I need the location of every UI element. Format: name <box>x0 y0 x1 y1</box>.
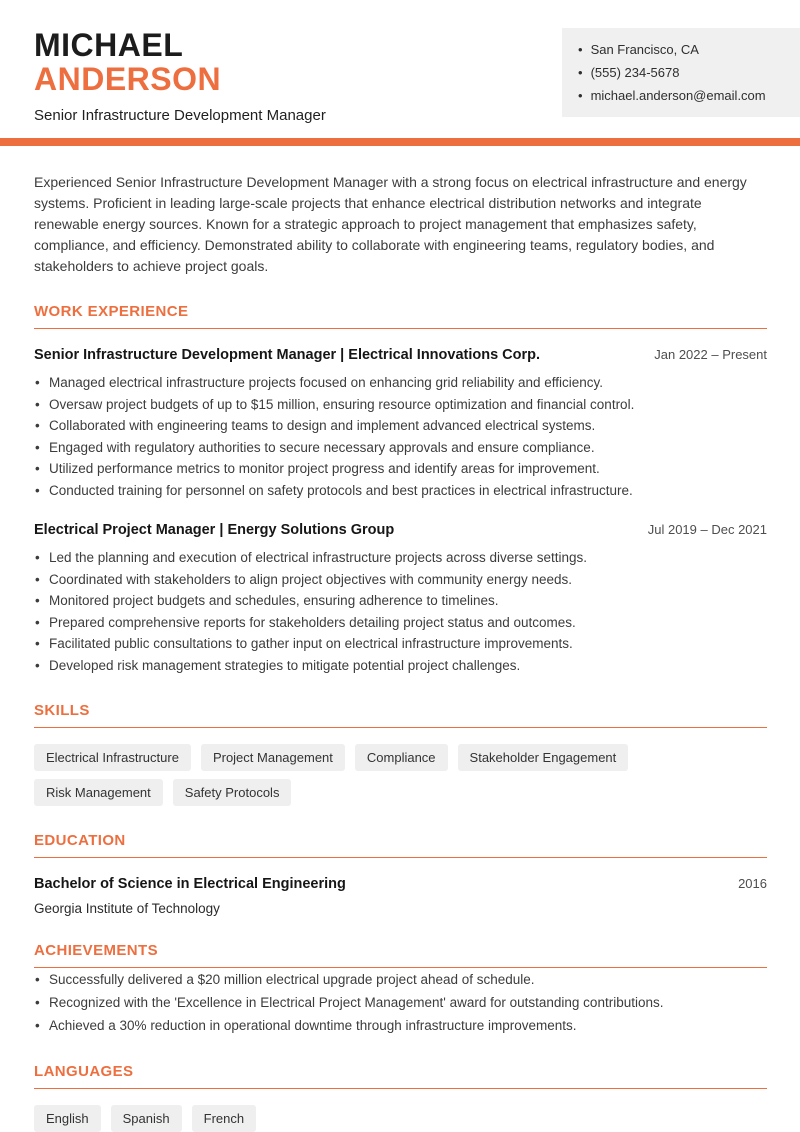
job-bullet-list <box>34 547 767 676</box>
job-bullet-list <box>34 372 767 501</box>
section-skills <box>34 702 767 806</box>
job-title: Senior Infrastructure Development Manager | Electrical Innovations Corp. <box>34 347 541 363</box>
contact-phone-text: (555) 234-5678 <box>590 65 680 80</box>
language-tag: English <box>34 1105 101 1132</box>
summary-text: Experienced Senior Infrastructure Development Manager with a strong focus on electrical infrastructure and energy systems. Proficient in leading large-scale projects that enhance electrical distribution networks and integrate renewable energy sources. Known for a strategic approach to project management that emphasizes safety, compliance, and efficiency. Demonstrated ability to collaborate with engineering teams, regulatory bodies, and stakeholders to achieve project goals. <box>34 174 747 274</box>
accent-divider <box>0 138 800 146</box>
skill-tag: Safety Protocols <box>173 779 292 806</box>
job-bullet: • Engaged with regulatory authorities to secure necessary approvals and ensure compliance. <box>34 437 767 459</box>
job-bullet: • Managed electrical infrastructure projects focused on enhancing grid reliability and efficiency. <box>34 372 767 394</box>
job-dates: Jul 2019 – Dec 2021 <box>647 522 767 537</box>
job-bullet: • Utilized performance metrics to monitor project progress and identify areas for improvement. <box>34 458 767 480</box>
candidate-name <box>34 28 326 96</box>
job-dates: Jan 2022 – Present <box>654 347 767 362</box>
skills-tag-list <box>34 744 767 806</box>
languages-tag-list <box>34 1105 767 1132</box>
job-bullet: • Facilitated public consultations to gather input on electrical infrastructure improvements. <box>34 633 767 655</box>
language-tag: Spanish <box>111 1105 182 1132</box>
header-identity <box>34 28 326 124</box>
bullet-dot-icon: • <box>578 42 583 57</box>
skill-tag: Project Management <box>201 744 345 771</box>
section-heading-work: WORK EXPERIENCE <box>34 303 767 329</box>
education-entry <box>34 876 767 916</box>
education-school: Georgia Institute of Technology <box>34 901 220 916</box>
job-bullet: • Collaborated with engineering teams to design and implement advanced electrical systems. <box>34 415 767 437</box>
job-entry-header <box>34 522 767 538</box>
section-heading-achievements: ACHIEVEMENTS <box>34 942 767 968</box>
contact-email <box>578 84 784 107</box>
resume-header <box>0 0 800 124</box>
achievement-bullet: • Achieved a 30% reduction in operational downtime through infrastructure improvements. <box>34 1014 767 1037</box>
education-degree: Bachelor of Science in Electrical Engineering <box>34 876 346 892</box>
education-entry-header <box>34 876 767 892</box>
achievements-list <box>34 968 767 1037</box>
section-education <box>34 832 767 916</box>
candidate-job-title: Senior Infrastructure Development Manager <box>34 107 326 124</box>
resume-body <box>0 172 800 1132</box>
candidate-last-name: ANDERSON <box>34 61 222 97</box>
section-heading-education: EDUCATION <box>34 832 767 858</box>
section-achievements <box>34 942 767 1037</box>
contact-location-text: San Francisco, CA <box>590 42 699 57</box>
job-entry-header <box>34 347 767 363</box>
skill-tag: Risk Management <box>34 779 163 806</box>
contact-phone <box>578 61 784 84</box>
skill-tag: Stakeholder Engagement <box>458 744 629 771</box>
job-bullet: • Monitored project budgets and schedules, ensuring adherence to timelines. <box>34 590 767 612</box>
job-title: Electrical Project Manager | Energy Solutions Group <box>34 522 395 538</box>
achievement-bullet: • Recognized with the 'Excellence in Electrical Project Management' award for outstanding contributions. <box>34 991 767 1014</box>
achievement-bullet: • Successfully delivered a $20 million electrical upgrade project ahead of schedule. <box>34 968 767 991</box>
contact-email-text: michael.anderson@email.com <box>590 88 766 103</box>
job-bullet: • Conducted training for personnel on safety protocols and best practices in electrical infrastructure. <box>34 480 767 502</box>
bullet-dot-icon: • <box>578 65 583 80</box>
bullet-dot-icon: • <box>578 88 583 103</box>
skill-tag: Compliance <box>355 744 448 771</box>
language-tag: French <box>192 1105 256 1132</box>
education-year: 2016 <box>738 876 767 891</box>
job-bullet: • Led the planning and execution of electrical infrastructure projects across diverse settings. <box>34 547 767 569</box>
contact-location <box>578 38 784 61</box>
candidate-first-name: MICHAEL <box>34 27 184 63</box>
job-bullet: • Oversaw project budgets of up to $15 million, ensuring resource optimization and financial control. <box>34 394 767 416</box>
section-languages <box>34 1063 767 1132</box>
job-bullet: • Developed risk management strategies to mitigate potential project challenges. <box>34 655 767 677</box>
job-bullet: • Prepared comprehensive reports for stakeholders detailing project status and outcomes. <box>34 612 767 634</box>
skill-tag: Electrical Infrastructure <box>34 744 191 771</box>
section-heading-languages: LANGUAGES <box>34 1063 767 1089</box>
section-heading-skills: SKILLS <box>34 702 767 728</box>
section-work-experience <box>34 303 767 676</box>
contact-box <box>562 28 800 117</box>
job-bullet: • Coordinated with stakeholders to align project objectives with community energy needs. <box>34 569 767 591</box>
job-entry <box>34 522 767 676</box>
job-entry <box>34 347 767 501</box>
